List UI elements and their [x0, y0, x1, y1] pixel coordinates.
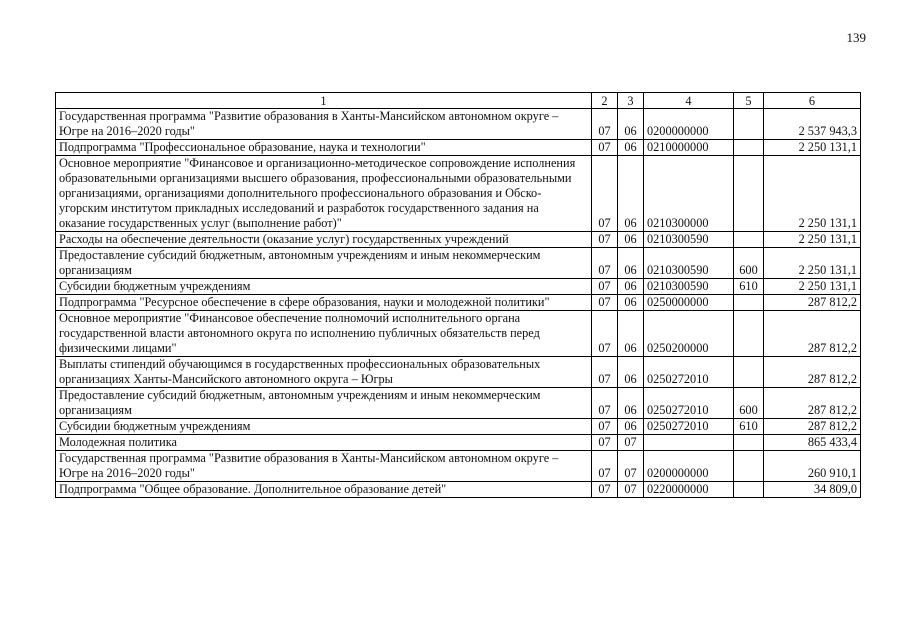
amount: 287 812,2 [764, 311, 861, 357]
expense-type-code: 610 [734, 419, 764, 435]
row-name: Основное мероприятие "Финансовое обеспечение полномочий исполнительного органа государственной власти автономного округа по исполнению публичных обязательств перед физическими лицами" [56, 311, 592, 357]
target-article-code: 0250272010 [644, 357, 734, 388]
section-code: 07 [592, 388, 618, 419]
table-row [56, 482, 861, 498]
expense-type-code [734, 109, 764, 140]
row-name: Подпрограмма "Профессиональное образование, наука и технологии" [56, 140, 592, 156]
table-row [56, 451, 861, 482]
amount: 34 809,0 [764, 482, 861, 498]
subsection-code: 06 [618, 295, 644, 311]
subsection-code: 06 [618, 311, 644, 357]
expense-type-code [734, 451, 764, 482]
target-article-code: 0210300590 [644, 232, 734, 248]
expense-type-code [734, 435, 764, 451]
amount: 2 250 131,1 [764, 156, 861, 232]
amount: 287 812,2 [764, 295, 861, 311]
row-name: Подпрограмма "Ресурсное обеспечение в сфере образования, науки и молодежной политики" [56, 295, 592, 311]
table-row [56, 295, 861, 311]
row-name: Государственная программа "Развитие образования в Ханты-Мансийском автономном округе – Югре на 2016–2020 годы" [56, 109, 592, 140]
table-row [56, 279, 861, 295]
section-code: 07 [592, 279, 618, 295]
subsection-code: 06 [618, 109, 644, 140]
amount: 2 250 131,1 [764, 140, 861, 156]
section-code: 07 [592, 451, 618, 482]
amount: 2 250 131,1 [764, 279, 861, 295]
amount: 2 250 131,1 [764, 232, 861, 248]
column-header: 3 [618, 93, 644, 109]
amount: 287 812,2 [764, 357, 861, 388]
table-row [56, 248, 861, 279]
subsection-code: 07 [618, 451, 644, 482]
row-name: Подпрограмма "Общее образование. Дополнительное образование детей" [56, 482, 592, 498]
column-header: 6 [764, 93, 861, 109]
target-article-code: 0210300590 [644, 279, 734, 295]
column-header: 2 [592, 93, 618, 109]
budget-table [55, 92, 861, 498]
table-row [56, 388, 861, 419]
row-name: Выплаты стипендий обучающимся в государственных профессиональных образовательных организациях Ханты-Мансийского автономного округа – Югры [56, 357, 592, 388]
amount: 287 812,2 [764, 388, 861, 419]
row-name: Расходы на обеспечение деятельности (оказание услуг) государственных учреждений [56, 232, 592, 248]
subsection-code: 07 [618, 435, 644, 451]
target-article-code: 0220000000 [644, 482, 734, 498]
expense-type-code [734, 156, 764, 232]
row-name: Предоставление субсидий бюджетным, автономным учреждениям и иным некоммерческим организациям [56, 248, 592, 279]
subsection-code: 06 [618, 156, 644, 232]
amount: 2 250 131,1 [764, 248, 861, 279]
expense-type-code: 610 [734, 279, 764, 295]
subsection-code: 06 [618, 140, 644, 156]
target-article-code: 0210300000 [644, 156, 734, 232]
section-code: 07 [592, 357, 618, 388]
target-article-code: 0210300590 [644, 248, 734, 279]
target-article-code: 0250200000 [644, 311, 734, 357]
column-header: 1 [56, 93, 592, 109]
table-row [56, 357, 861, 388]
subsection-code: 06 [618, 357, 644, 388]
table-header-row [56, 93, 861, 109]
subsection-code: 06 [618, 419, 644, 435]
table-row [56, 109, 861, 140]
section-code: 07 [592, 435, 618, 451]
section-code: 07 [592, 232, 618, 248]
target-article-code [644, 435, 734, 451]
subsection-code: 06 [618, 232, 644, 248]
target-article-code: 0200000000 [644, 451, 734, 482]
row-name: Молодежная политика [56, 435, 592, 451]
row-name: Субсидии бюджетным учреждениям [56, 279, 592, 295]
section-code: 07 [592, 140, 618, 156]
expense-type-code [734, 482, 764, 498]
section-code: 07 [592, 109, 618, 140]
expense-type-code [734, 295, 764, 311]
expense-type-code: 600 [734, 248, 764, 279]
row-name: Основное мероприятие "Финансовое и организационно-методическое сопровождение исполнения образовательными организациями высшего образования, профессиональными образовательными организациями, организациями дополнительного профессионального образования и Обско-угорским институтом прикладных исследований и разработок государственного задания на оказание государственных услуг (выполнение работ)" [56, 156, 592, 232]
target-article-code: 0250272010 [644, 419, 734, 435]
expense-type-code [734, 232, 764, 248]
table-row [56, 232, 861, 248]
target-article-code: 0210000000 [644, 140, 734, 156]
section-code: 07 [592, 482, 618, 498]
amount: 2 537 943,3 [764, 109, 861, 140]
subsection-code: 06 [618, 388, 644, 419]
subsection-code: 06 [618, 248, 644, 279]
row-name: Государственная программа "Развитие образования в Ханты-Мансийском автономном округе – Югре на 2016–2020 годы" [56, 451, 592, 482]
row-name: Предоставление субсидий бюджетным, автономным учреждениям и иным некоммерческим организациям [56, 388, 592, 419]
expense-type-code: 600 [734, 388, 764, 419]
table-row [56, 419, 861, 435]
section-code: 07 [592, 295, 618, 311]
expense-type-code [734, 357, 764, 388]
amount: 260 910,1 [764, 451, 861, 482]
subsection-code: 06 [618, 279, 644, 295]
section-code: 07 [592, 248, 618, 279]
subsection-code: 07 [618, 482, 644, 498]
table-row [56, 435, 861, 451]
page-number: 139 [846, 30, 866, 45]
table-row [56, 140, 861, 156]
target-article-code: 0250272010 [644, 388, 734, 419]
section-code: 07 [592, 419, 618, 435]
table-row [56, 156, 861, 232]
section-code: 07 [592, 311, 618, 357]
target-article-code: 0200000000 [644, 109, 734, 140]
row-name: Субсидии бюджетным учреждениям [56, 419, 592, 435]
amount: 287 812,2 [764, 419, 861, 435]
expense-type-code [734, 311, 764, 357]
column-header: 4 [644, 93, 734, 109]
section-code: 07 [592, 156, 618, 232]
table-row [56, 311, 861, 357]
expense-type-code [734, 140, 764, 156]
column-header: 5 [734, 93, 764, 109]
amount: 865 433,4 [764, 435, 861, 451]
target-article-code: 0250000000 [644, 295, 734, 311]
